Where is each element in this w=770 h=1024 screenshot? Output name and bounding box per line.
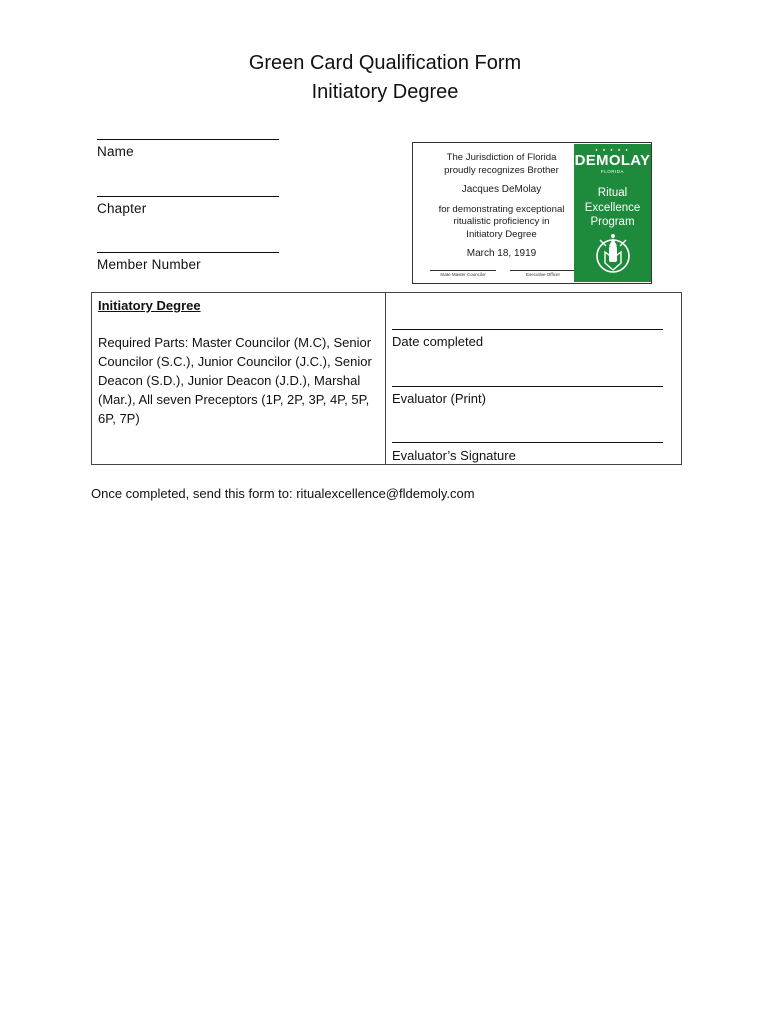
card-sig-right: Executive Officer — [510, 270, 576, 278]
demolay-logo-text: DEMOLAY — [574, 152, 651, 169]
form-title: Green Card Qualification Form — [248, 52, 522, 74]
name-label: Name — [97, 144, 134, 159]
member-number-label: Member Number — [97, 257, 201, 272]
card-line-1: The Jurisdiction of Florida — [446, 152, 557, 163]
card-line-4: ritualistic proficiency in — [453, 216, 550, 227]
section-title: Initiatory Degree — [98, 298, 201, 313]
card-line-2: proudly recognizes Brother — [444, 164, 559, 176]
demolay-emblem-icon — [594, 232, 632, 276]
table-divider — [385, 293, 386, 464]
card-date: March 18, 1919 — [466, 248, 537, 259]
degree-table — [91, 292, 682, 465]
degree-title: Initiatory Degree — [311, 81, 459, 103]
required-parts-text: Required Parts: Master Councilor (M.C), Senior Councilor (S.C.), Junior Councilor (J.C.), Senior Deacon (S.D.), Junior Deacon (J.D.), Marshal (Mar.), All seven Preceptors (1P, 2P, 3P, 4P, 5P, 6P, 7P) — [98, 335, 372, 426]
program-line-2: Excellence — [584, 201, 641, 214]
program-name — [574, 186, 651, 230]
page-title — [0, 49, 770, 107]
green-card-sample — [412, 142, 652, 284]
name-line[interactable] — [97, 139, 279, 140]
program-line-1: Ritual — [597, 187, 628, 199]
evaluator-print-line[interactable] — [392, 386, 663, 387]
date-completed-line[interactable] — [392, 329, 663, 330]
chapter-label: Chapter — [97, 201, 147, 216]
card-text — [425, 147, 578, 279]
card-line-3: for demonstrating exceptional — [438, 203, 565, 215]
card-sig-left: State Master Councilor — [430, 270, 496, 278]
evaluator-print-label: Evaluator (Print) — [392, 391, 486, 406]
card-line-5: Initiatory Degree — [466, 228, 537, 240]
member-number-line[interactable] — [97, 252, 279, 253]
florida-logo-text: FLORIDA — [600, 169, 624, 174]
stars-decoration: ● ● ● ● ● — [595, 147, 630, 152]
card-brother-name: Jacques DeMolay — [461, 184, 542, 195]
program-line-3: Program — [590, 216, 635, 228]
card-green-panel — [574, 144, 651, 282]
evaluator-signature-label: Evaluator’s Signature — [392, 448, 516, 463]
chapter-line[interactable] — [97, 196, 279, 197]
footer-instructions: Once completed, send this form to: ritualexcellence@fldemoly.com — [91, 486, 475, 501]
date-completed-label: Date completed — [392, 334, 484, 349]
evaluator-signature-line[interactable] — [392, 442, 663, 443]
